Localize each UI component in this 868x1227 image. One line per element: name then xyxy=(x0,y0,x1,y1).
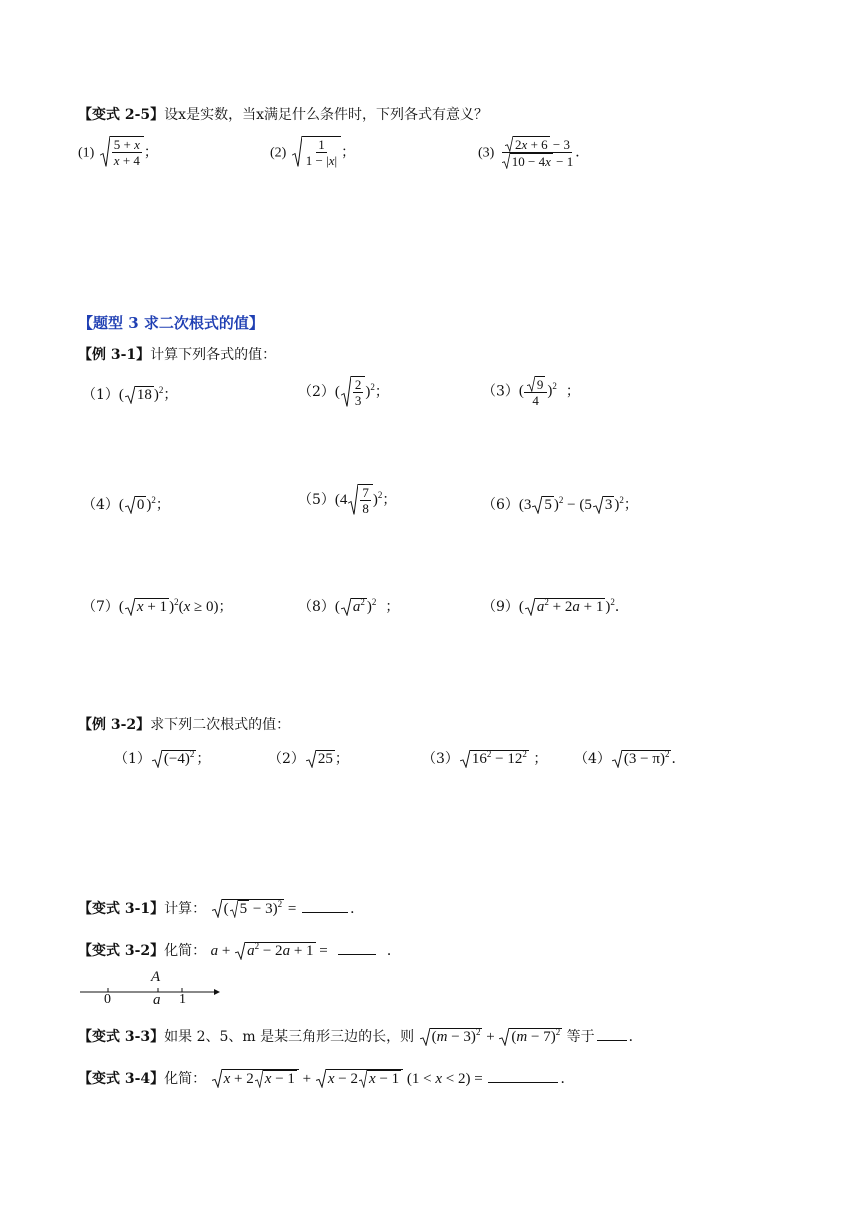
variant-3-4-line: 【变式 3-4】化简： x + 2 x − 1 + x − 2 x − 1 (1 < x < 2) = ． xyxy=(78,1071,575,1087)
example-3-1-question: 计算下列各式的值： xyxy=(150,347,277,363)
e31-item-5: （5）(4 $\frac{7}{8}$ )$^2$； xyxy=(298,485,397,516)
point-a-label: A xyxy=(151,969,161,985)
e31-item-6: （6）(3 5 )$^2$ − (5 3 )$^2$； xyxy=(482,495,638,513)
e31-item-2: （2）( $\frac{2}{3}$ )$^2$； xyxy=(298,377,389,408)
answer-blank[interactable] xyxy=(302,900,348,913)
answer-blank[interactable] xyxy=(338,942,376,955)
section-3-title: 【题型 3 求二次根式的值】 xyxy=(78,314,264,332)
answer-blank[interactable] xyxy=(488,1070,558,1083)
tick-label-1: 1 xyxy=(179,992,186,1007)
tick-label-0: 0 xyxy=(104,992,111,1007)
v25-item-2: (2) $\frac{1}{1 - |x|}$ ； xyxy=(270,137,356,168)
number-line xyxy=(78,968,220,1010)
e31-item-7: （7）( x + 1 )$^2$(x ≥ 0)； xyxy=(82,597,233,615)
v25-item-3: (3) $\frac{2x + 6 - 3}{10 - 4x - 1}$ ． xyxy=(478,137,590,169)
variant-2-5-question: 设x是实数，当x满足什么条件时，下列各式有意义？ xyxy=(164,107,488,123)
variant-2-5-label: 【变式 2-5】 xyxy=(78,107,165,123)
example-3-1-label: 【例 3-1】 xyxy=(78,347,151,363)
variant-3-3-line: 【变式 3-3】如果 2、5、m 是某三角形三边的长，则 $(m - 3)^2$ + $(m - 7)^2$ 等于 ． xyxy=(78,1027,643,1045)
tick-label-a: a xyxy=(153,992,161,1008)
e32-item-4: （4） $(3 - \pi)^2$ ． xyxy=(574,749,686,767)
variant-3-1-line: 【变式 3-1】计算： ( 5 − 3)$^2$ = ． xyxy=(78,899,365,917)
example-3-2-question: 求下列二次根式的值： xyxy=(150,717,291,733)
sqrt-expression: $\frac{5 + x}{x + 4}$ xyxy=(100,136,144,168)
variant-2-5-line xyxy=(78,104,488,124)
sqrt-expression: $\frac{1}{1 - |x|}$ xyxy=(292,136,341,168)
e31-item-1: （1）( 18 )$^2$； xyxy=(82,385,178,403)
example-3-1-line xyxy=(78,344,276,364)
e31-item-9: （9）( $a^2 + 2a + 1$ )$^2$． xyxy=(482,597,629,615)
e31-item-3: （3）( $\frac{9}{4}$ )$^2$ ； xyxy=(482,377,580,408)
example-3-2-label: 【例 3-2】 xyxy=(78,717,151,733)
answer-blank[interactable] xyxy=(597,1028,627,1041)
variant-3-2-line: 【变式 3-2】化简： a + $a^2 - 2a + 1$ = ． xyxy=(78,941,401,959)
e32-item-1: （1） $(-4)^2$ ； xyxy=(114,749,211,767)
e31-item-8: （8）( $a^2$ )$^2$ ； xyxy=(298,597,400,615)
number-line-axis xyxy=(78,968,220,1010)
e31-item-4: （4）( 0 )$^2$； xyxy=(82,495,170,513)
e32-item-3: （3） $16^2 - 12^2$ ； xyxy=(422,749,548,767)
example-3-2-line xyxy=(78,714,290,734)
v25-item-1: (1) $\frac{5 + x}{x + 4}$ ； xyxy=(78,137,158,168)
e32-item-2: （2） 25 ； xyxy=(268,751,349,767)
